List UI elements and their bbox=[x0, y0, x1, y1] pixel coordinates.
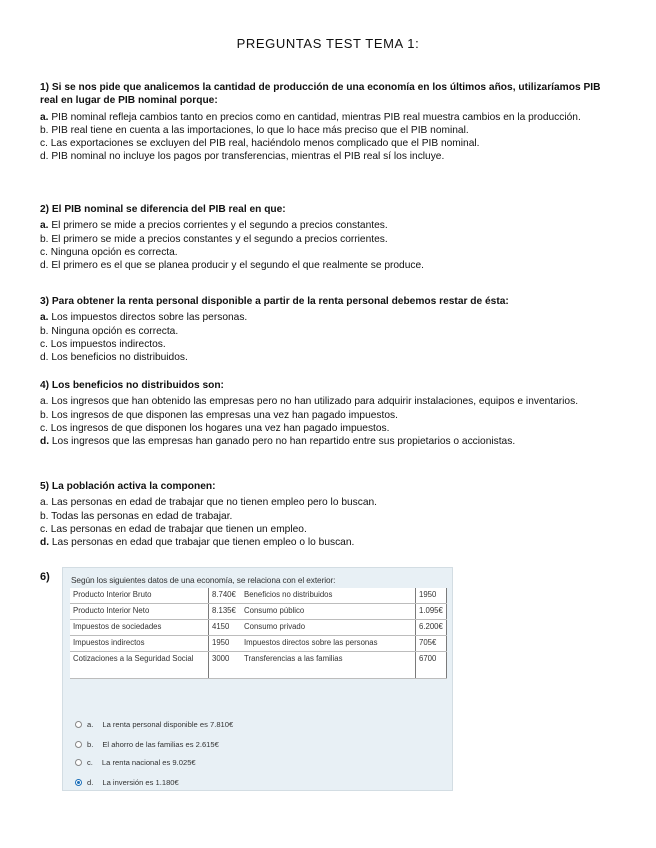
table-cell: 8.740€ bbox=[209, 588, 242, 604]
option-letter: a. bbox=[40, 111, 49, 123]
answer-option bbox=[40, 338, 610, 351]
table-cell: 1950 bbox=[209, 636, 242, 652]
table-cell: Impuestos de sociedades bbox=[70, 620, 209, 636]
question-5 bbox=[40, 480, 610, 549]
question-6-intro: Según los siguientes datos de una economía, se relaciona con el exterior: bbox=[71, 575, 336, 585]
answer-option bbox=[40, 409, 610, 422]
option-text: Los ingresos que han obtenido las empresas pero no han utilizado para adquirir instalaciones, equipos e inventarios. bbox=[48, 396, 579, 408]
option-text: PIB nominal refleja cambios tanto en precios como en cantidad, mientras PIB real muestra cambios en la producción. bbox=[48, 111, 581, 123]
table-cell: 1950 bbox=[416, 588, 447, 604]
option-letter: c. bbox=[40, 523, 48, 535]
table-row bbox=[70, 588, 447, 604]
table-row bbox=[70, 652, 447, 679]
choice-text: La inversión es 1.180€ bbox=[102, 778, 179, 787]
table-row bbox=[70, 636, 447, 652]
option-letter: d. bbox=[40, 352, 49, 364]
option-text: Los impuestos directos sobre las personas. bbox=[48, 312, 248, 324]
option-letter: d. bbox=[40, 151, 49, 163]
option-letter: c. bbox=[40, 246, 48, 258]
answer-option bbox=[40, 259, 610, 272]
answer-option bbox=[40, 395, 610, 408]
option-text: Los ingresos de que disponen los hogares una vez han pagado impuestos. bbox=[47, 422, 390, 434]
table-cell: Cotizaciones a la Seguridad Social bbox=[70, 652, 209, 679]
option-text: Todas las personas en edad de trabajar. bbox=[48, 510, 233, 522]
answer-option bbox=[40, 325, 610, 338]
answer-option bbox=[40, 536, 610, 549]
choice-letter: c. bbox=[87, 758, 93, 767]
table-row bbox=[70, 604, 447, 620]
page-title: PREGUNTAS TEST TEMA 1: bbox=[236, 36, 420, 51]
choice-text: La renta nacional es 9.025€ bbox=[101, 758, 196, 767]
option-text: El primero se mide a precios constantes y el segundo a precios corrientes. bbox=[48, 233, 388, 245]
table-cell: Producto Interior Neto bbox=[70, 604, 209, 620]
radio-unchecked-icon[interactable] bbox=[75, 759, 82, 766]
table-cell: 8.135€ bbox=[209, 604, 242, 620]
answer-option bbox=[40, 351, 610, 364]
answer-option bbox=[40, 311, 610, 324]
table-cell: Transferencias a las familias bbox=[241, 652, 416, 679]
answer-option bbox=[40, 435, 610, 448]
answer-option bbox=[40, 246, 610, 259]
table-cell: Impuestos directos sobre las personas bbox=[241, 636, 416, 652]
answer-option bbox=[40, 137, 610, 150]
answer-choice[interactable] bbox=[75, 740, 219, 749]
option-letter: a. bbox=[40, 497, 49, 509]
option-letter: b. bbox=[40, 510, 49, 522]
option-text: PIB nominal no incluye los pagos por transferencias, mientras el PIB real sí los incluye. bbox=[48, 151, 445, 163]
option-text: Ninguna opción es correcta. bbox=[48, 325, 179, 337]
table-cell: 6700 bbox=[416, 652, 447, 679]
option-letter: b. bbox=[40, 325, 49, 337]
option-letter: d. bbox=[40, 537, 50, 549]
table-cell: Producto Interior Bruto bbox=[70, 588, 209, 604]
option-text: Las personas en edad de trabajar que tienen un empleo. bbox=[47, 523, 307, 535]
question-6-number: 6) bbox=[40, 571, 50, 583]
option-letter: a. bbox=[40, 312, 49, 324]
choice-letter: d. bbox=[87, 778, 94, 787]
question-title: 3) Para obtener la renta personal disponible a partir de la renta personal debemos restar de ésta: bbox=[40, 296, 509, 307]
option-letter: d. bbox=[40, 260, 49, 272]
question-title: 4) Los beneficios no distribuidos son: bbox=[40, 380, 224, 391]
answer-choice[interactable] bbox=[75, 720, 233, 729]
question-2 bbox=[40, 203, 610, 272]
answer-option bbox=[40, 523, 610, 536]
option-letter: c. bbox=[40, 422, 48, 434]
choice-text: El ahorro de las familias es 2.615€ bbox=[102, 740, 219, 749]
option-letter: b. bbox=[40, 124, 49, 136]
option-letter: b. bbox=[40, 233, 49, 245]
option-letter: d. bbox=[40, 436, 50, 448]
answer-option bbox=[40, 150, 610, 163]
economy-data-table bbox=[70, 588, 447, 679]
option-text: Los beneficios no distribuidos. bbox=[48, 352, 188, 364]
option-text: Los impuestos indirectos. bbox=[47, 338, 166, 350]
question-6-screenshot bbox=[62, 567, 453, 791]
question-title: 1) Si se nos pide que analicemos la cantidad de producción de una economía en los últimos años, utilizaríamos PIB real en lugar de PIB nominal porque: bbox=[40, 82, 601, 107]
question-3 bbox=[40, 295, 610, 364]
table-cell: Impuestos indirectos bbox=[70, 636, 209, 652]
option-letter: c. bbox=[40, 338, 48, 350]
table-cell: Beneficios no distribuidos bbox=[241, 588, 416, 604]
option-text: Las personas en edad que trabajar que tienen empleo o lo buscan. bbox=[49, 537, 355, 549]
question-title: 5) La población activa la componen: bbox=[40, 481, 216, 492]
option-letter: a. bbox=[40, 220, 49, 232]
question-title: 2) El PIB nominal se diferencia del PIB real en que: bbox=[40, 204, 286, 215]
answer-choice[interactable] bbox=[75, 778, 179, 787]
table-row bbox=[70, 620, 447, 636]
option-text: El primero se mide a precios corrientes y el segundo a precios constantes. bbox=[48, 220, 388, 232]
table-cell: 1.095€ bbox=[416, 604, 447, 620]
option-letter: c. bbox=[40, 138, 48, 150]
option-text: Los ingresos que las empresas han ganado pero no han repartido entre sus propietarios o accionistas. bbox=[49, 436, 516, 448]
radio-unchecked-icon[interactable] bbox=[75, 721, 82, 728]
option-text: El primero es el que se planea producir y el segundo el que realmente se produce. bbox=[48, 260, 424, 272]
choice-letter: b. bbox=[87, 740, 94, 749]
answer-option bbox=[40, 233, 610, 246]
table-cell: 3000 bbox=[209, 652, 242, 679]
radio-checked-icon[interactable] bbox=[75, 779, 82, 786]
option-letter: a. bbox=[40, 396, 49, 408]
option-text: Los ingresos de que disponen las empresas una vez han pagado impuestos. bbox=[48, 409, 398, 421]
answer-option bbox=[40, 111, 610, 124]
table-cell: 6.200€ bbox=[416, 620, 447, 636]
option-letter: b. bbox=[40, 409, 49, 421]
choice-text: La renta personal disponible es 7.810€ bbox=[102, 720, 234, 729]
table-cell: 4150 bbox=[209, 620, 242, 636]
answer-choice[interactable] bbox=[75, 758, 196, 767]
answer-option bbox=[40, 510, 610, 523]
option-text: PIB real tiene en cuenta a las importaciones, lo que lo hace más preciso que el PIB nominal. bbox=[48, 124, 469, 136]
table-cell: Consumo privado bbox=[241, 620, 416, 636]
option-text: Ninguna opción es correcta. bbox=[47, 246, 178, 258]
option-text: Las personas en edad de trabajar que no tienen empleo pero lo buscan. bbox=[48, 497, 377, 509]
answer-option bbox=[40, 219, 610, 232]
option-text: Las exportaciones se excluyen del PIB real, haciéndolo menos complicado que el PIB nominal. bbox=[47, 138, 480, 150]
answer-option bbox=[40, 124, 610, 137]
table-cell: Consumo público bbox=[241, 604, 416, 620]
table-cell: 705€ bbox=[416, 636, 447, 652]
choice-letter: a. bbox=[87, 720, 94, 729]
question-1 bbox=[40, 81, 610, 164]
answer-option bbox=[40, 496, 610, 509]
question-4 bbox=[40, 379, 610, 448]
radio-unchecked-icon[interactable] bbox=[75, 741, 82, 748]
answer-option bbox=[40, 422, 610, 435]
